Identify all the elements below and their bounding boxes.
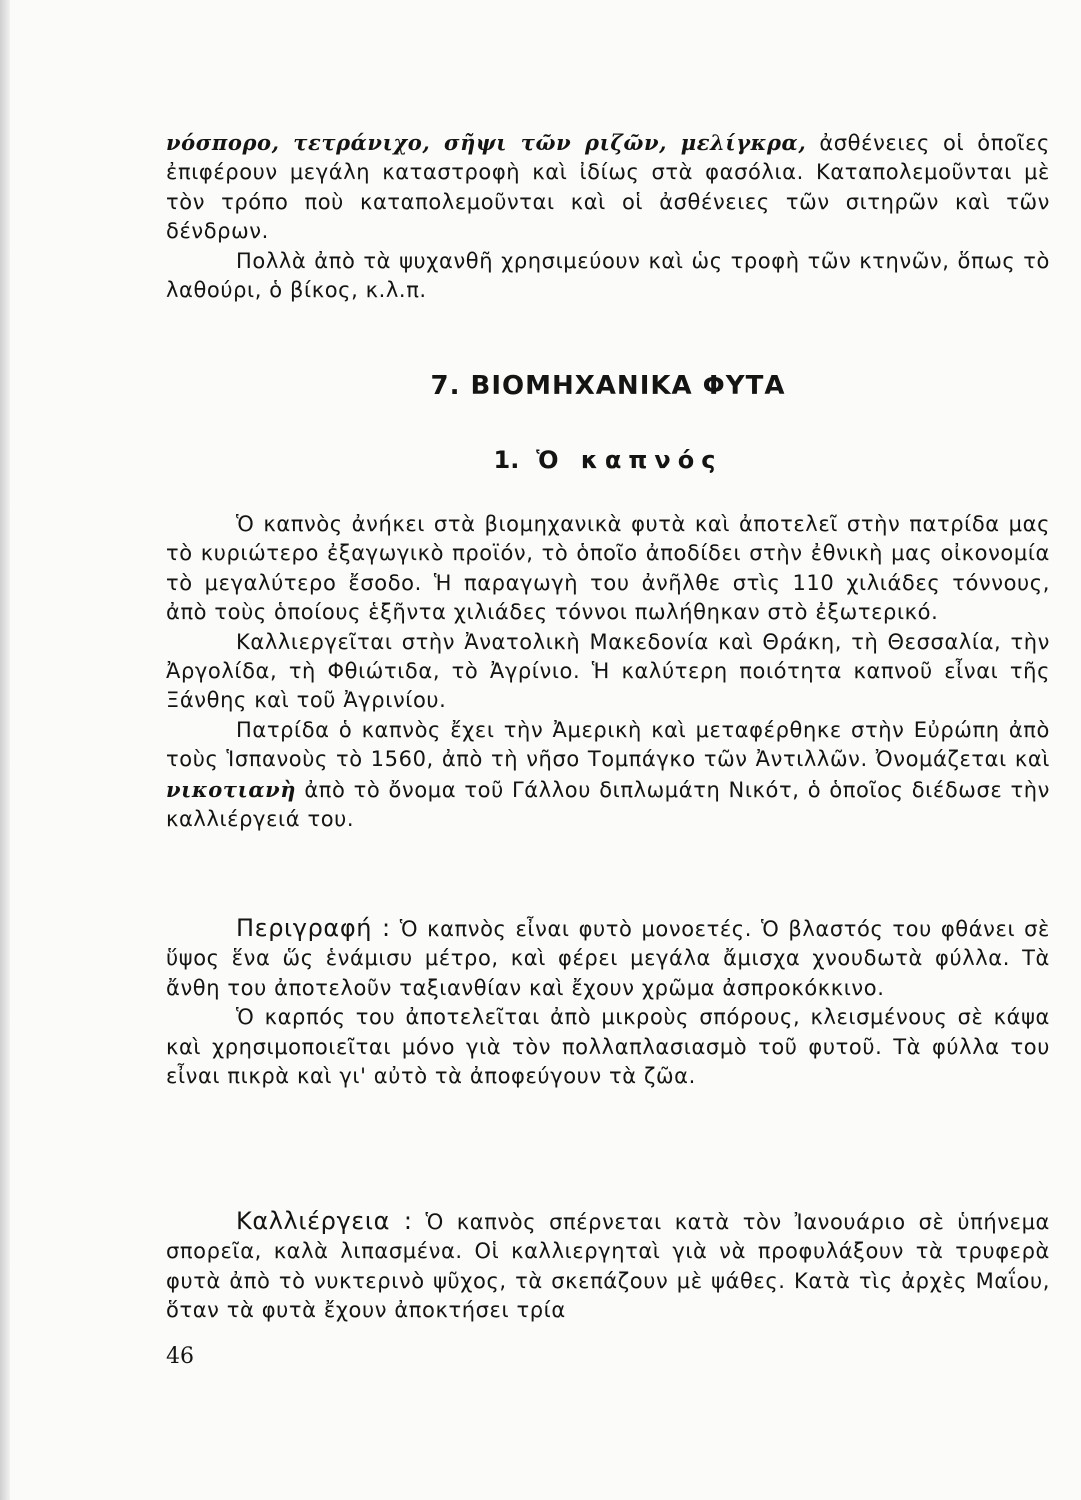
diseases-text: ἀσθένειες οἱ ὁποῖες ἐπιφέρουν μεγάλη καταστροφὴ καὶ ἰδίως στὰ φασόλια. Καταπολεμοῦνται μὲ τὸν τρόπο ποὺ καταπολεμοῦνται καὶ οἱ ἀσθένειες τῶν σιτηρῶν καὶ τῶν δένδρων. xyxy=(166,131,1050,244)
disease-names: νόσπορο, τετράνιχο, σῆψι τῶν ριζῶν, μελίγκρα, xyxy=(166,130,807,155)
description-text: Ὁ καπνὸς εἶναι φυτὸ μονοετές. Ὁ βλαστός του φθάνει σὲ ὕψος ἕνα ὥς ἑνάμισυ μέτρο, καὶ φέρει μεγάλα ἄμισχα χνουδωτὰ φύλλα. Τὰ ἄνθη του ἀποτελοῦν ταξιανθίαν καὶ ἔχουν χρῶμα ἀσπροκόκκινο. xyxy=(166,917,1051,1000)
paragraph-description xyxy=(166,914,1050,1003)
paragraph-diseases xyxy=(166,128,1050,247)
cultivation-text: Ὁ καπνὸς σπέρνεται κατὰ τὸν Ἰανουάριο σὲ ὑπήνεμα σπορεῖα, καλὰ λιπασμένα. Οἱ καλλιεργηταὶ γιὰ νὰ προφυλάξουν τὰ τρυφερὰ φυτὰ ἀπὸ τὸ νυκτερινὸ ψῦχος, τὰ σκεπάζουν μὲ ψάθες. Κατὰ τὶς ἀρχὲς Μαΐου, ὅταν τὰ φυτὰ ἔχουν ἀποκτήσει τρία xyxy=(166,1210,1050,1323)
paragraph-fruit: Ὁ καρπός του ἀποτελεῖται ἀπὸ μικροὺς σπόρους, κλεισμένους σὲ κάψα καὶ χρησιμοποιεῖται μόνο γιὰ τὸν πολλαπλασιασμὸ τοῦ φυτοῦ. Τὰ φύλλα του εἶναι πικρὰ καὶ γι' αὐτὸ τὰ ἀποφεύγουν τὰ ζῶα. xyxy=(166,1005,1050,1089)
paragraph-tobacco-regions: Καλλιεργεῖται στὴν Ἀνατολικὴ Μακεδονία καὶ Θράκη, τὴ Θεσσαλία, τὴν Ἀργολίδα, τὴ Φθιώτιδα, τὸ Ἀγρίνιο. Ἡ καλύτερη ποιότητα καπνοῦ εἶναι τῆς Ξάνθης καὶ τοῦ Ἀγρινίου. xyxy=(166,629,1050,713)
description-label: Περιγραφή : xyxy=(236,914,391,942)
origin-text-before: Πατρίδα ὁ καπνὸς ἔχει τὴν Ἀμερικὴ καὶ μεταφέρθηκε στὴν Εὐρώπη ἀπὸ τοὺς Ἱσπανοὺς τὸ 1560, ἀπὸ τὴ νῆσο Τομπάγκο τῶν Ἀντιλλῶν. Ὀνομάζεται καὶ xyxy=(166,717,1050,772)
section-number: 1. xyxy=(493,446,520,474)
top-paragraphs xyxy=(166,128,1050,305)
paragraph-tobacco-origin xyxy=(166,716,1050,835)
tobacco-intro xyxy=(166,510,1050,834)
cultivation-label: Καλλιέργεια : xyxy=(236,1207,413,1235)
page-number: 46 xyxy=(166,1344,194,1369)
description-section xyxy=(166,914,1050,1091)
origin-text-after: ἀπὸ τὸ ὄνομα τοῦ Γάλλου διπλωμάτη Νικότ, ὁ ὁποῖος διέδωσε τὴν καλλιέργειά του. xyxy=(166,777,1050,832)
origin-italic-term: νικοτιανὴ xyxy=(166,776,297,802)
paragraph-tobacco-export: Ὁ καπνὸς ἀνήκει στὰ βιομηχανικὰ φυτὰ καὶ ἀποτελεῖ στὴν πατρίδα μας τὸ κυριώτερο ἐξαγωγικὸ προϊόν, τὸ ὁποῖο ἀποδίδει στὴν ἐθνικὴ μας οἰκονομία τὸ μεγαλύτερο ἔσοδο. Ἡ παραγωγὴ του ἀνῆλθε στὶς 110 χιλιάδες τόννους, ἀπὸ τοὺς ὁποίους ἑξῆντα χιλιάδες τόννοι πωλήθηκαν στὸ ἐξωτερικό. xyxy=(166,512,1050,625)
paragraph-fodder: Πολλὰ ἀπὸ τὰ ψυχανθῆ χρησιμεύουν καὶ ὡς τροφὴ τῶν κτηνῶν, ὅπως τὸ λαθούρι, ὁ βίκος, κ.λ.π. xyxy=(166,248,1050,303)
section-title xyxy=(166,446,1050,474)
section-name: Ὁ καπνός xyxy=(536,446,723,474)
paragraph-cultivation xyxy=(166,1207,1050,1326)
page-edge xyxy=(0,0,10,1500)
chapter-title: 7. ΒΙΟΜΗΧΑΝΙΚΑ ΦΥΤΑ xyxy=(430,371,786,401)
cultivation-section xyxy=(166,1207,1050,1326)
